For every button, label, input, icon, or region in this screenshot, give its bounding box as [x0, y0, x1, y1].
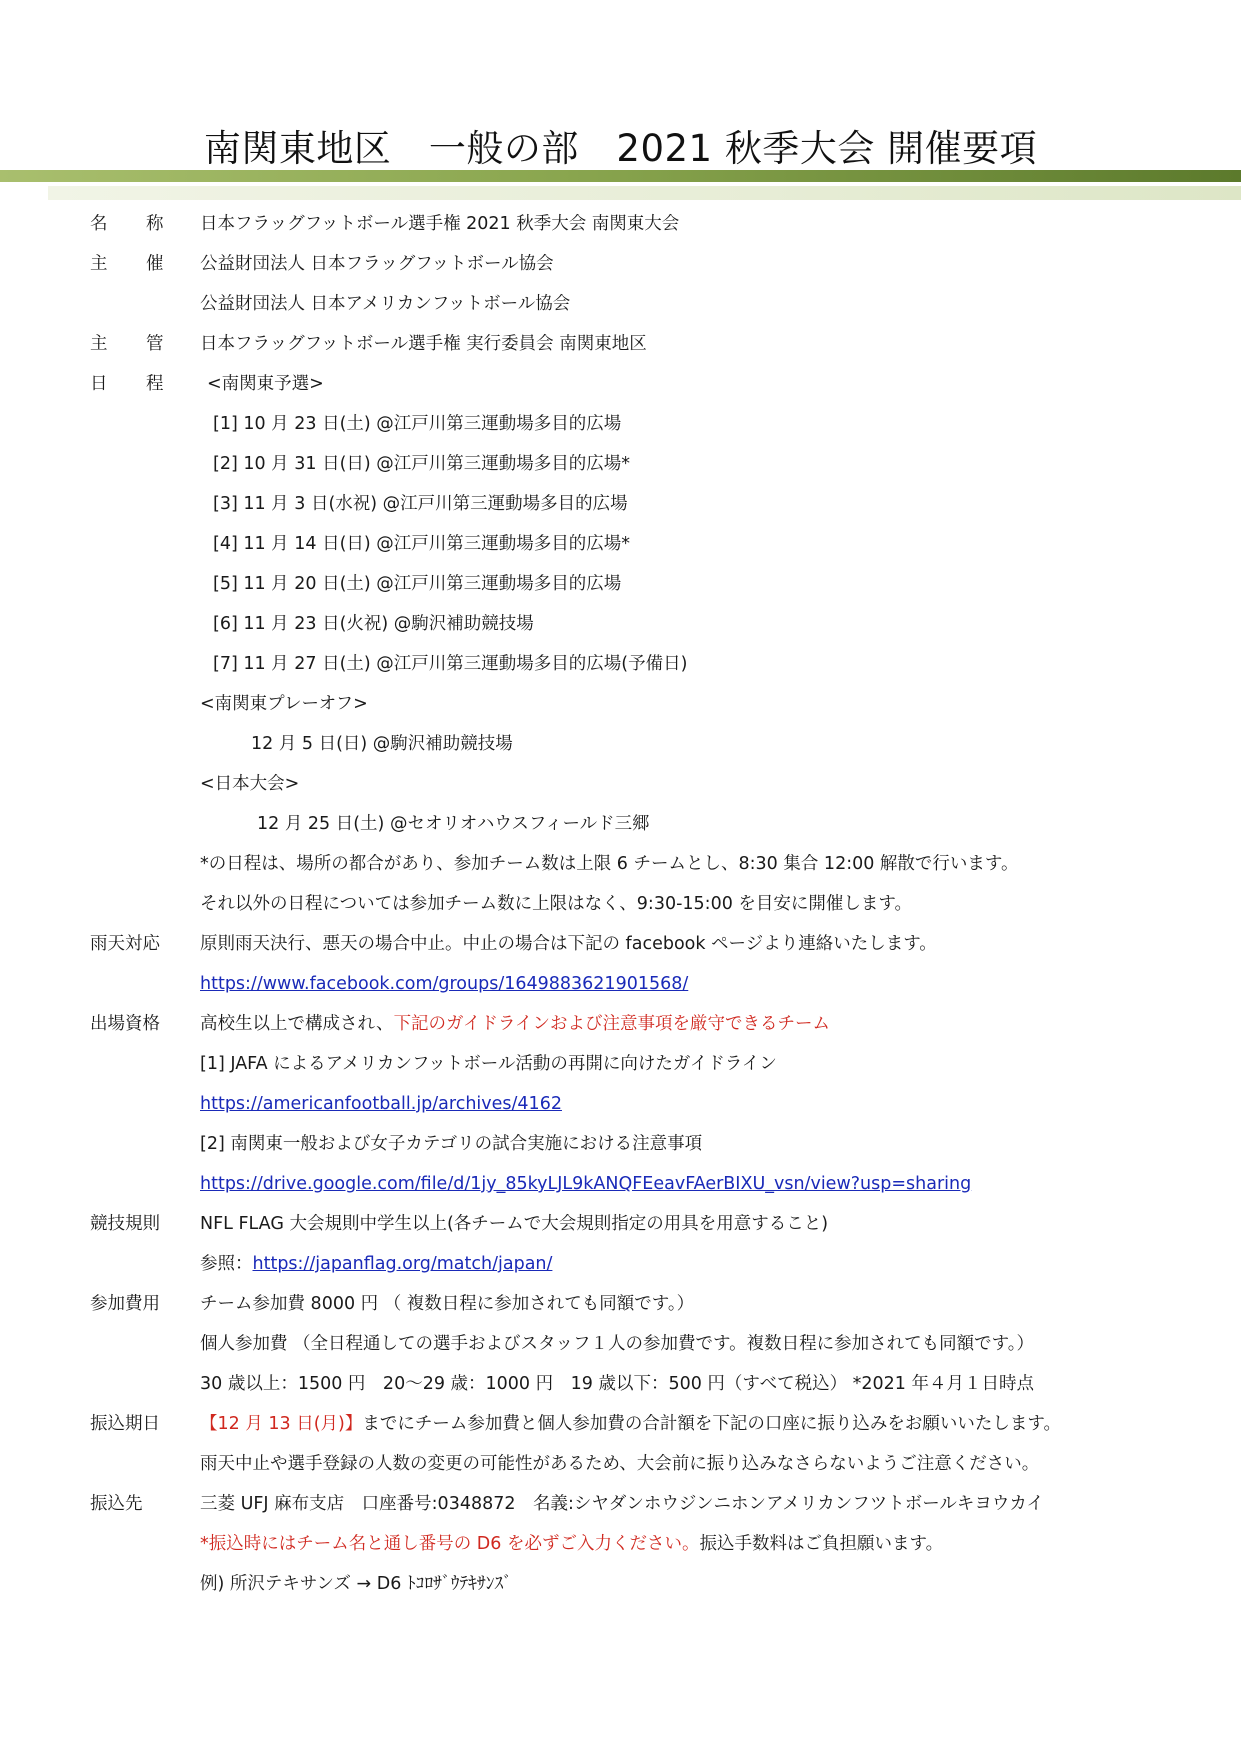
row-name: 名 称 日本フラッグフットボール選手権 2021 秋季大会 南関東大会 — [0, 208, 1241, 240]
prelim-item: [7] 11 月 27 日(土) @江戸川第三運動場多目的広場(予備日) — [213, 654, 688, 674]
prelim-header: <南関東予選> — [207, 374, 324, 394]
row-guideline-1 — [0, 1048, 1241, 1080]
rules-link[interactable]: https://japanflag.org/match/japan/ — [252, 1254, 553, 1274]
host-text-1: 公益財団法人 日本フラッグフットボール協会 — [200, 254, 554, 274]
playoff-date: 12 月 5 日(日) @駒沢補助競技場 — [251, 734, 513, 754]
fee-team: チーム参加費 8000 円 （ 複数日程に参加されても同額です。） — [200, 1294, 695, 1314]
row-fee — [0, 1288, 1241, 1320]
page-title: 南関東地区 一般の部 2021 秋季大会 開催要項 — [203, 127, 1038, 170]
guideline-2: [2] 南関東一般および女子カテゴリの試合実施における注意事項 — [200, 1134, 703, 1154]
schedule-note-2-row — [0, 888, 1241, 920]
bank-note: *振込時にはチーム名と通し番号の D6 を必ずご入力ください。振込手数料はご負担願います。 — [200, 1534, 944, 1554]
prelim-item: [5] 11 月 20 日(土) @江戸川第三運動場多目的広場 — [213, 574, 622, 594]
prelim-item: [1] 10 月 23 日(土) @江戸川第三運動場多目的広場 — [213, 414, 622, 434]
playoff-header: <南関東プレーオフ> — [200, 694, 368, 714]
label-rules: 競技規則 — [90, 1214, 160, 1234]
japan-row — [0, 808, 1241, 840]
row-rain — [0, 928, 1241, 960]
fee-ages: 30 歳以上：1500 円 20〜29 歳：1000 円 19 歳以下：500 円（すべて税込） *2021 年４月１日時点 — [200, 1374, 1034, 1394]
row-rules-ref — [0, 1248, 1241, 1280]
row-deadline — [0, 1408, 1241, 1440]
fee-personal: 個人参加費 （全日程通しての選手およびスタッフ１人の参加費です。複数日程に参加されても同額です。） — [200, 1334, 1035, 1354]
playoff-row — [0, 728, 1241, 760]
row-manage: 主 管 日本フラッグフットボール選手権 実行委員会 南関東地区 — [0, 328, 1241, 360]
japan-header-row — [0, 768, 1241, 800]
prelim-item: [2] 10 月 31 日(日) @江戸川第三運動場多目的広場* — [213, 454, 631, 474]
row-host-2 — [0, 288, 1241, 320]
manage-text: 日本フラッグフットボール選手権 実行委員会 南関東地区 — [200, 334, 647, 354]
row-fee-ages — [0, 1368, 1241, 1400]
header-band-light — [48, 186, 1241, 200]
guideline-1-link[interactable]: https://americanfootball.jp/archives/4162 — [200, 1094, 562, 1114]
bank-text: 三菱 UFJ 麻布支店 口座番号:0348872 名義:シヤダンホウジンニホンアメリカンフツトボールキヨウカイ — [200, 1494, 1044, 1514]
label-bank: 振込先 — [90, 1494, 143, 1514]
row-fee-personal — [0, 1328, 1241, 1360]
row-guideline-1-link — [0, 1088, 1241, 1120]
row-host: 主 催 公益財団法人 日本フラッグフットボール協会 — [0, 248, 1241, 280]
row-bank-example — [0, 1568, 1241, 1600]
row-guideline-2 — [0, 1128, 1241, 1160]
name-text: 日本フラッグフットボール選手権 2021 秋季大会 南関東大会 — [200, 214, 680, 234]
prelim-item: [4] 11 月 14 日(日) @江戸川第三運動場多目的広場* — [213, 534, 631, 554]
rain-text: 原則雨天決行、悪天の場合中止。中止の場合は下記の facebook ページより連絡いたします。 — [200, 934, 937, 954]
label-eligibility: 出場資格 — [90, 1014, 160, 1034]
rules-ref: 参照：https://japanflag.org/match/japan/ — [200, 1254, 553, 1274]
label-fee: 参加費用 — [90, 1294, 160, 1314]
deadline-note: 雨天中止や選手登録の人数の変更の可能性があるため、大会前に振り込みなさらないようご注意ください。 — [200, 1454, 1040, 1474]
header-band — [0, 170, 1241, 182]
playoff-header-row — [0, 688, 1241, 720]
facebook-link[interactable]: https://www.facebook.com/groups/1649883621901568/ — [200, 974, 689, 994]
schedule-note-1: *の日程は、場所の都合があり、参加チーム数は上限 6 チームとし、8:30 集合 12:00 解散で行います。 — [200, 854, 1019, 874]
schedule-note-2: それ以外の日程については参加チーム数に上限はなく、9:30-15:00 を目安に開催します。 — [200, 894, 913, 914]
eligibility-text: 高校生以上で構成され、下記のガイドラインおよび注意事項を厳守できるチーム — [200, 1014, 831, 1034]
japan-header: <日本大会> — [200, 774, 300, 794]
deadline-date: 【12 月 13 日(月)】 — [200, 1414, 363, 1434]
prelim-item: [3] 11 月 3 日(水祝) @江戸川第三運動場多目的広場 — [213, 494, 628, 514]
row-schedule: 日 程 <南関東予選> — [0, 368, 1241, 400]
bank-warning: *振込時にはチーム名と通し番号の D6 を必ずご入力ください。 — [200, 1534, 700, 1554]
row-eligibility — [0, 1008, 1241, 1040]
schedule-note-1-row — [0, 848, 1241, 880]
deadline-text: 【12 月 13 日(月)】までにチーム参加費と個人参加費の合計額を下記の口座に振り込みをお願いいたします。 — [200, 1414, 1061, 1434]
label-deadline: 振込期日 — [90, 1414, 160, 1434]
row-rain-link — [0, 968, 1241, 1000]
row-deadline-note — [0, 1448, 1241, 1480]
row-guideline-2-link — [0, 1168, 1241, 1200]
row-rules — [0, 1208, 1241, 1240]
guideline-2-link[interactable]: https://drive.google.com/file/d/1jy_85kyLJL9kANQFEeavFAerBIXU_vsn/view?usp=sharing — [200, 1174, 972, 1194]
label-rain: 雨天対応 — [90, 934, 160, 954]
guideline-1: [1] JAFA によるアメリカンフットボール活動の再開に向けたガイドライン — [200, 1054, 777, 1074]
host-text-2: 公益財団法人 日本アメリカンフットボール協会 — [200, 294, 571, 314]
rules-text: NFL FLAG 大会規則中学生以上(各チームで大会規則指定の用具を用意すること) — [200, 1214, 829, 1234]
row-bank-note — [0, 1528, 1241, 1560]
japan-date: 12 月 25 日(土) @セオリオハウスフィールド三郷 — [257, 814, 650, 834]
eligibility-warning: 下記のガイドラインおよび注意事項を厳守できるチーム — [393, 1014, 831, 1034]
prelim-item: [6] 11 月 23 日(火祝) @駒沢補助競技場 — [213, 614, 534, 634]
row-bank — [0, 1488, 1241, 1520]
bank-example: 例) 所沢テキサンズ → D6 ﾄｺﾛｻﾞｳﾃｷｻﾝｽﾞ — [200, 1574, 512, 1594]
